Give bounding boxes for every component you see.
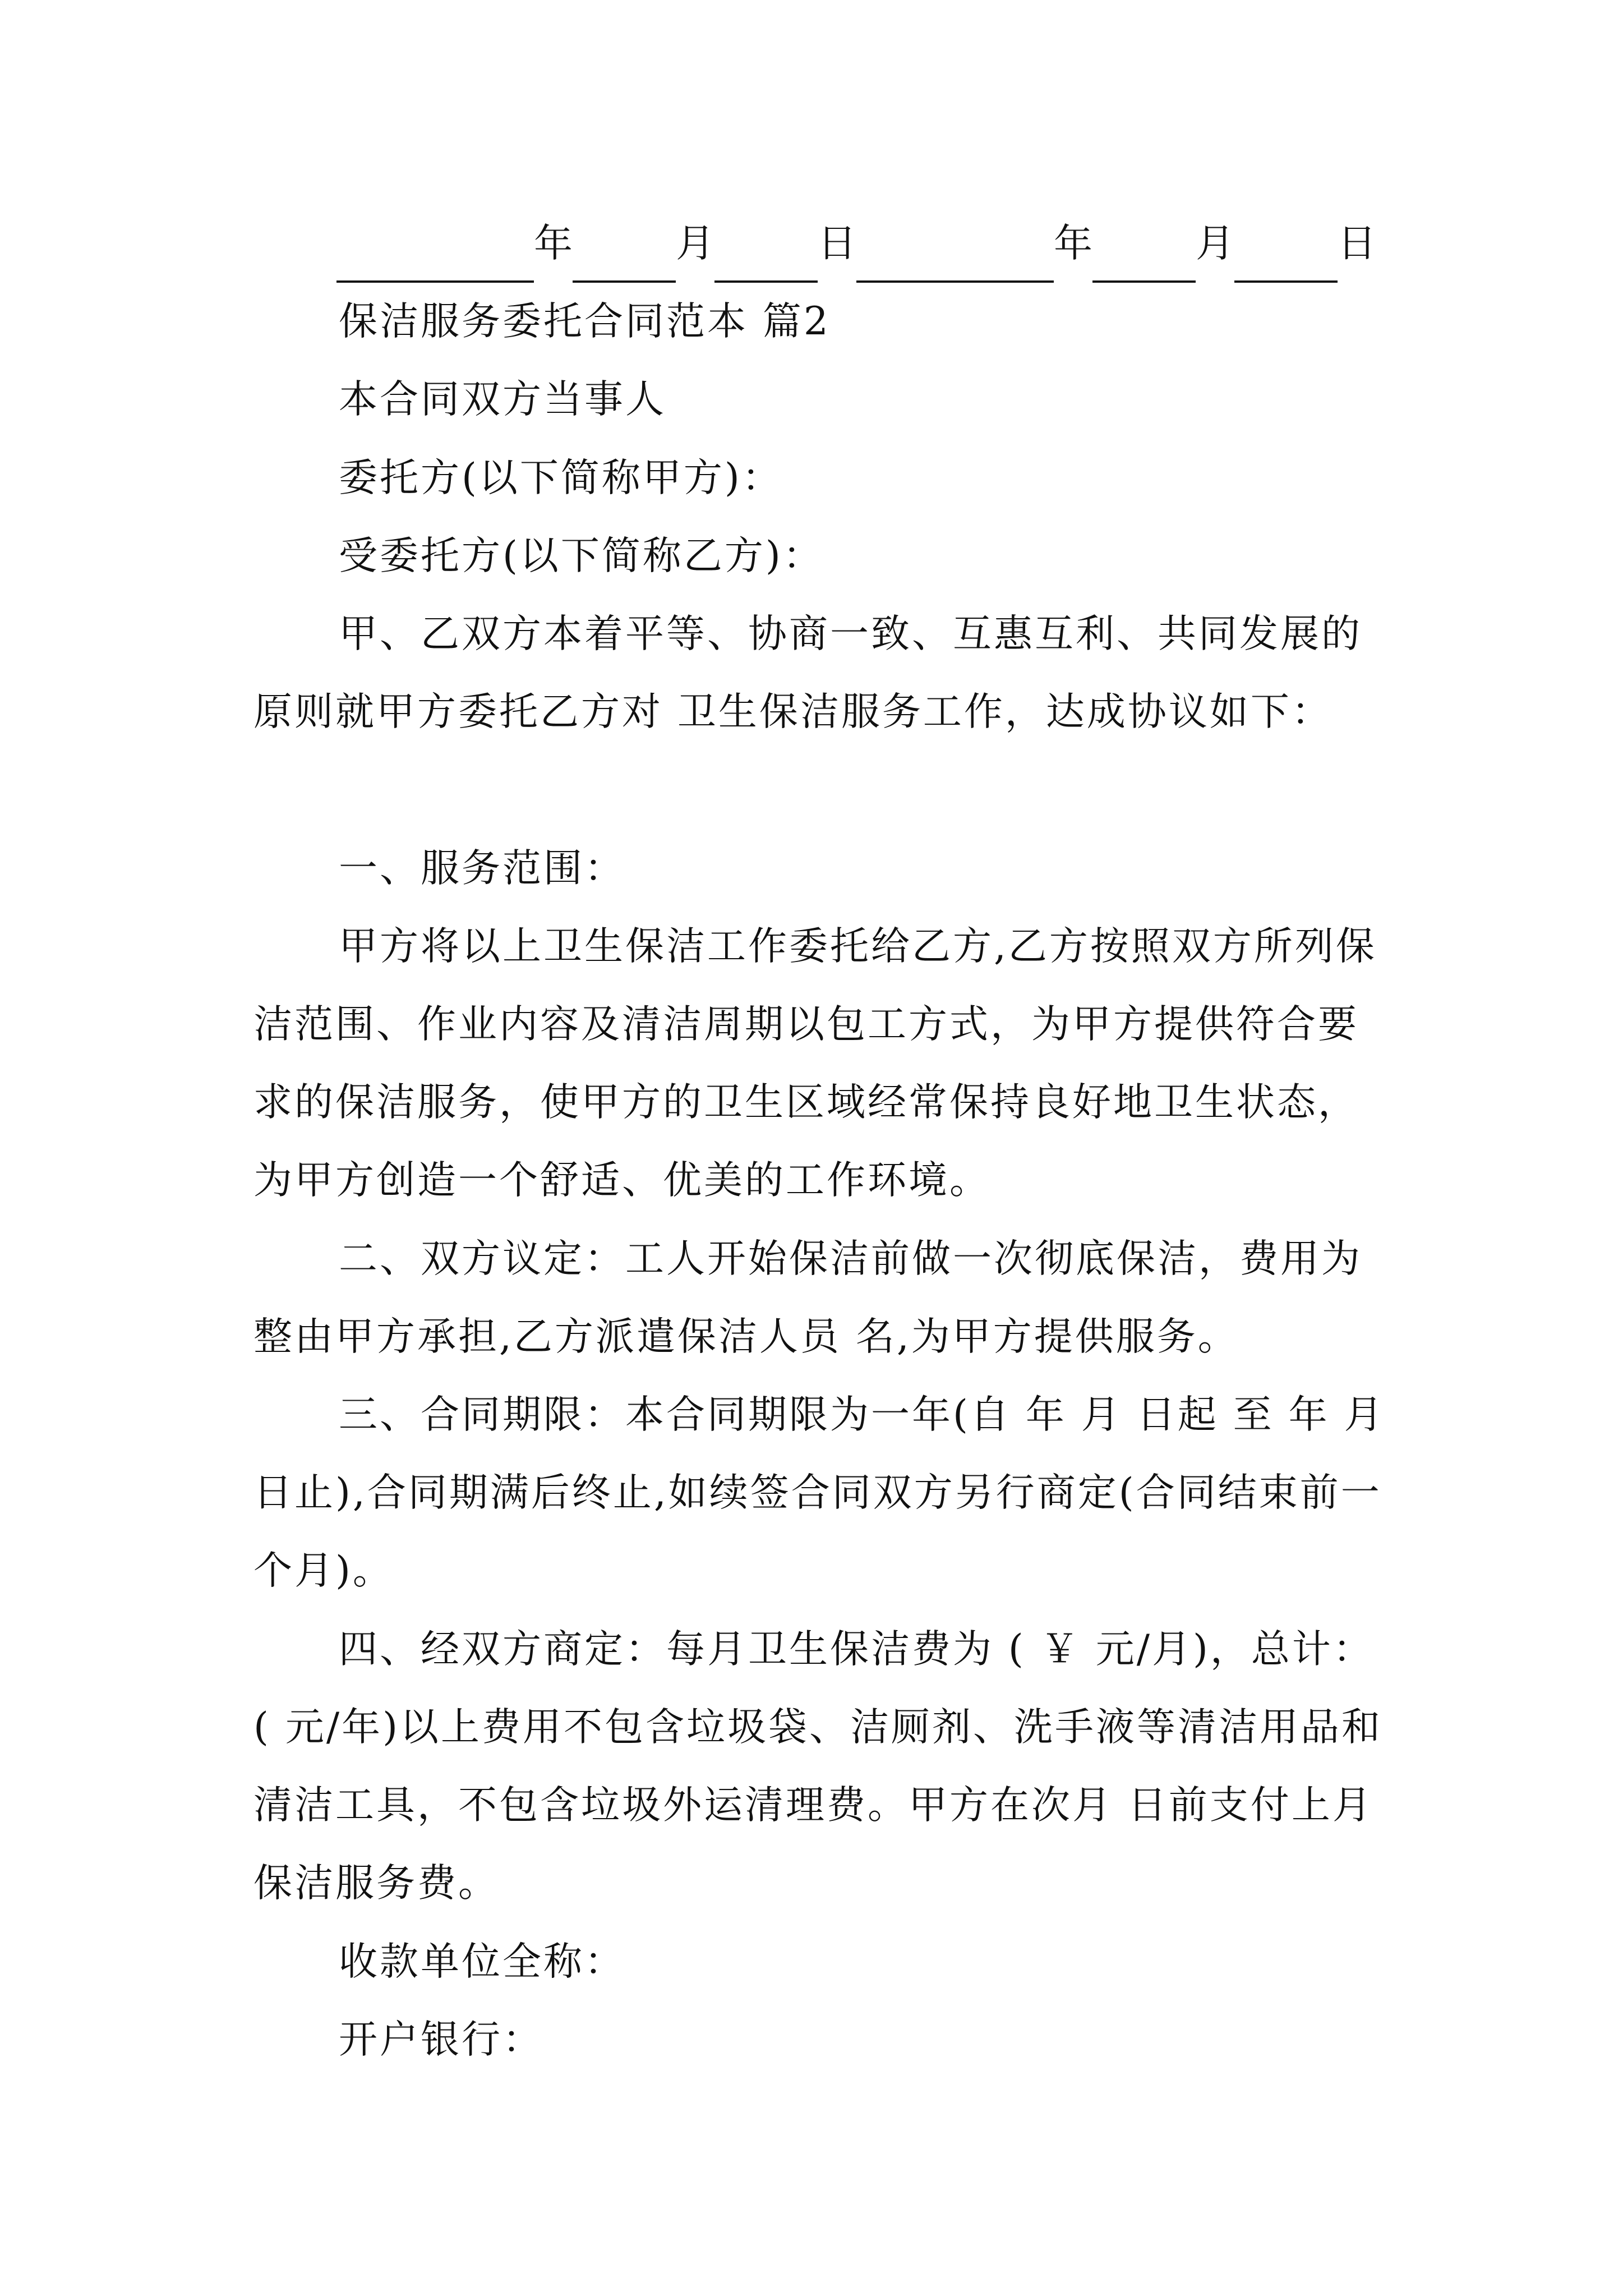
year-label-1: 年 [534,221,573,266]
month-blank-1 [573,227,676,283]
bank-label: 开户银行： [339,2017,543,2062]
month-blank-2 [1092,227,1196,283]
document-title: 保洁服务委托合同范本 篇2 [339,299,831,344]
month-label-2: 月 [1196,221,1234,266]
year-blank-2 [856,227,1054,283]
section4-paragraph: 四、经双方商定：每月卫生保洁费为 ( ￥ 元/月)，总计：( 元/年)以上费用不包含垃圾袋、洁厕剂、洗手液等清洁用品和清洁工具，不包含垃圾外运清理费。甲方在次月 日前支付上月保洁服务费。 [253,1627,1383,1906]
signature-date-row [336,205,1376,283]
day-blank-2 [1234,227,1338,283]
section2-paragraph: 二、双方议定：工人开始保洁前做一次彻底保洁，费用为 整由甲方承担,乙方派遣保洁人员 名,为甲方提供服务。 [253,1236,1362,1359]
section3-paragraph: 三、合同期限：本合同期限为一年(自 年 月 日起 至 年 月 日止),合同期满后终止,如续签合同双方另行商定(合同结束前一个月)。 [253,1392,1385,1593]
party-b-label: 受委托方(以下简称乙方)： [339,533,824,578]
day-label-1: 日 [818,221,856,266]
intro-paragraph: 甲、乙双方本着平等、协商一致、互惠互利、共同发展的原则就甲方委托乙方对 卫生保洁服务工作，达成协议如下： [253,611,1362,734]
day-label-2: 日 [1338,221,1376,266]
day-blank-1 [714,227,818,283]
parties-heading: 本合同双方当事人 [339,377,666,422]
year-blank-1 [336,227,534,283]
month-label-1: 月 [676,221,714,266]
section1-heading: 一、服务范围： [339,846,625,891]
year-label-2: 年 [1054,221,1092,266]
party-a-label: 委托方(以下简称甲方)： [339,455,783,500]
section1-body: 甲方将以上卫生保洁工作委托给乙方,乙方按照双方所列保洁范围、作业内容及清洁周期以包工方式，为甲方提供符合要求的保洁服务，使甲方的卫生区域经常保持良好地卫生状态，为甲方创造一个舒适、优美的工作环境。 [253,924,1377,1203]
payee-label: 收款单位全称： [339,1939,625,1984]
